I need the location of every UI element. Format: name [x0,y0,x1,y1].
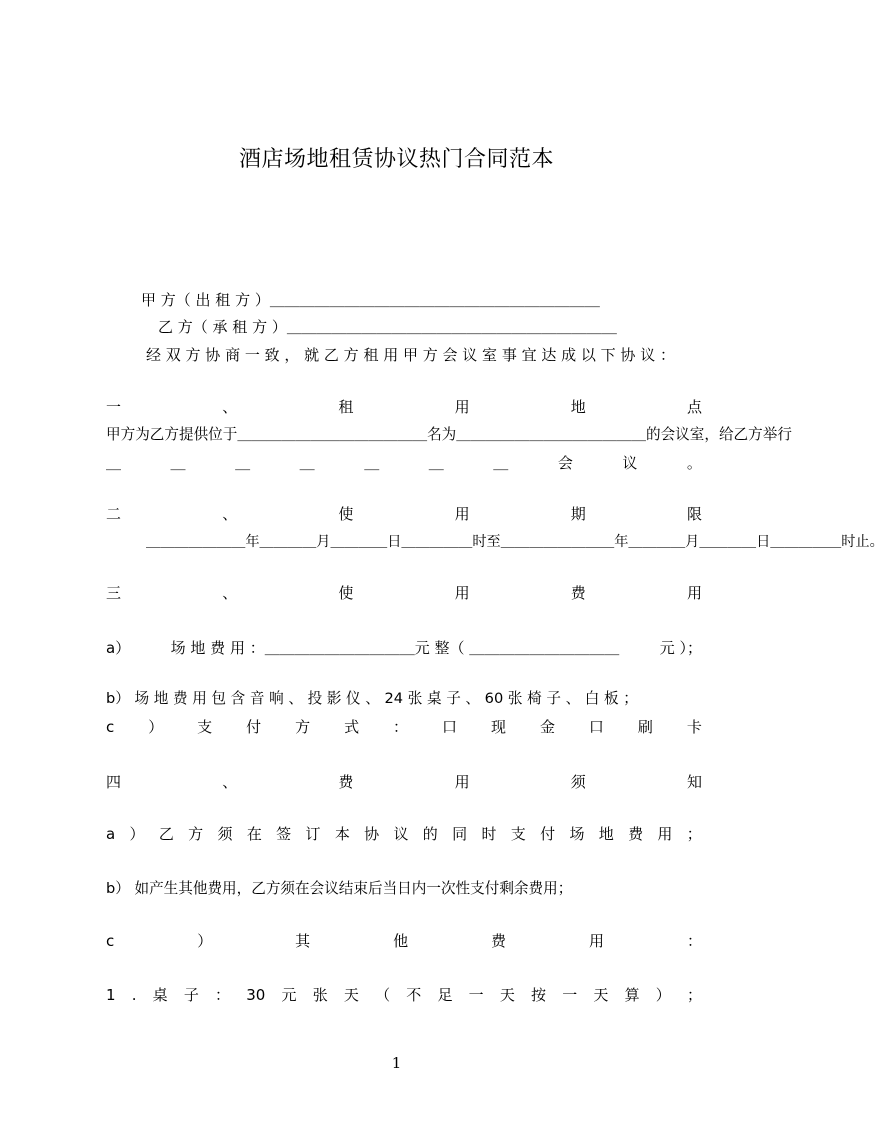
section-4-item-a: a ） 乙 方 须 在 签 订 本 协 议 的 同 时 支 付 场 地 费 用 ； [106,825,702,843]
section-3-heading: 三 、 使 用 费 用 [106,584,702,602]
page-number: 1 [391,1054,402,1072]
section-4-item-b: b） 如产生其他费用，乙方须在会议结束后当日内一次性支付剩余费用； [106,880,573,897]
section-1-body: 甲方为乙方提供位于＿＿＿＿＿＿＿＿＿＿＿＿＿名为＿＿＿＿＿＿＿＿＿＿＿＿＿的会议室，给乙方举行 [106,426,792,443]
section-1-body-end: ＿ ＿ ＿ ＿ ＿ ＿ ＿ 会 议 。 [106,454,702,472]
section-3-item-b: b） 场 地 费 用 包 含 音 响 、 投 影 仪 、 24 张 桌 子 、 60 张 椅 子 、 白 板 ； [106,690,638,707]
section-4-heading: 四 、 费 用 须 知 [106,773,702,791]
section-3-item-c: c ） 支 付 方 式 ： 口 现 金 口 刷 卡 [106,718,702,736]
party-a-line: 甲 方（ 出 租 方 ）＿＿＿＿＿＿＿＿＿＿＿＿＿＿＿＿＿＿＿＿＿＿ [141,291,600,309]
checkbox-cash: 口 [442,718,458,736]
checkbox-card: 口 [588,718,604,736]
section-1-heading: 一 、 租 用 地 点 [106,398,702,416]
section-2-body: ＿＿＿＿＿＿＿年＿＿＿＿月＿＿＿＿日＿＿＿＿＿时至＿＿＿＿＿＿＿＿年＿＿＿＿月＿＿＿＿日＿＿＿＿＿时止。 [146,534,884,550]
document-title: 酒店场地租赁协议热门合同范本 [238,147,554,172]
agreement-intro: 经 双 方 协 商 一 致 ， 就 乙 方 租 用 甲 方 会 议 室 事 宜 达 成 以 下 协 议 ： [146,346,675,364]
party-b-line: 乙 方（ 承 租 方 ）＿＿＿＿＿＿＿＿＿＿＿＿＿＿＿＿＿＿＿＿＿＿ [158,318,617,336]
section-4-item-c: c ） 其 他 费 用 ： [106,932,702,950]
section-4-item-1: 1 . 桌 子 ： 30 元 张 天 （ 不 足 一 天 按 一 天 算 ） ； [106,986,702,1004]
section-2-heading: 二 、 使 用 期 限 [106,505,702,523]
section-3-item-a: a） 场 地 费 用 ：＿＿＿＿＿＿＿＿＿＿元 整（ ＿＿＿＿＿＿＿＿＿＿ 元 ）； [106,639,702,657]
